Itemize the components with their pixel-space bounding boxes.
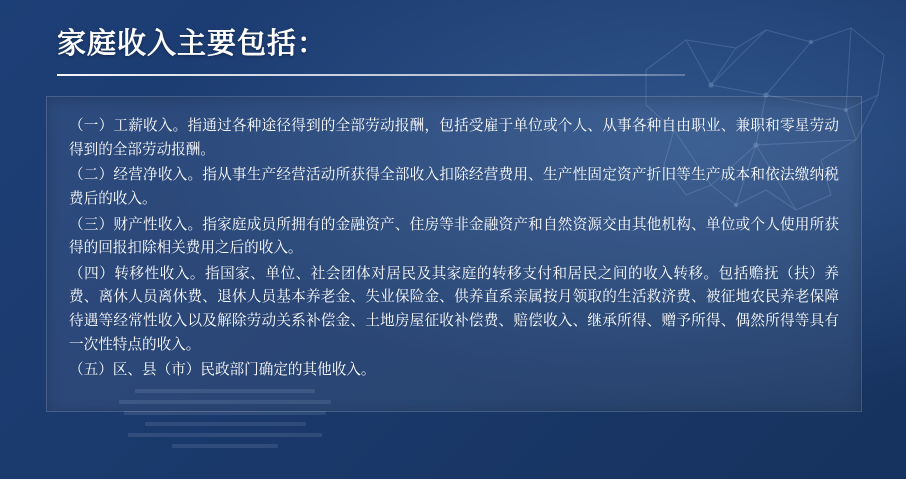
title-block — [57, 26, 697, 76]
paragraph-item: （一）工薪收入。指通过各种途径得到的全部劳动报酬，包括受雇于单位或个人、从事各种自由职业、兼职和零星劳动得到的全部劳动报酬。 — [69, 118, 839, 158]
title-divider — [57, 74, 685, 76]
paragraph-item: （五）区、县（市）民政部门确定的其他收入。 — [69, 362, 376, 379]
paragraph-item: （四）转移性收入。指国家、单位、社会团体对居民及其家庭的转移支付和居民之间的收入转移。包括赡抚（扶）养费、离休人员离休费、退休人员基本养老金、失业保险金、供养直系亲属按月领取的生活救济费、被征地农民养老保障待遇等经常性收入以及解除劳动关系补偿金、土地房屋征收补偿费、赔偿收入、继承所得、赠予所得、偶然所得等具有一次性特点的收入。 — [69, 265, 839, 353]
paragraph-item: （二）经营净收入。指从事生产经营活动所获得全部收入扣除经营费用、生产性固定资产折旧等生产成本和依法缴纳税费后的收入。 — [69, 167, 839, 207]
content-panel — [46, 96, 862, 412]
page-title: 家庭收入主要包括： — [57, 28, 328, 60]
paragraph-item: （三）财产性收入。指家庭成员所拥有的金融资产、住房等非金融资产和自然资源交由其他机构、单位或个人使用所获得的回报扣除相关费用之后的收入。 — [69, 216, 839, 257]
